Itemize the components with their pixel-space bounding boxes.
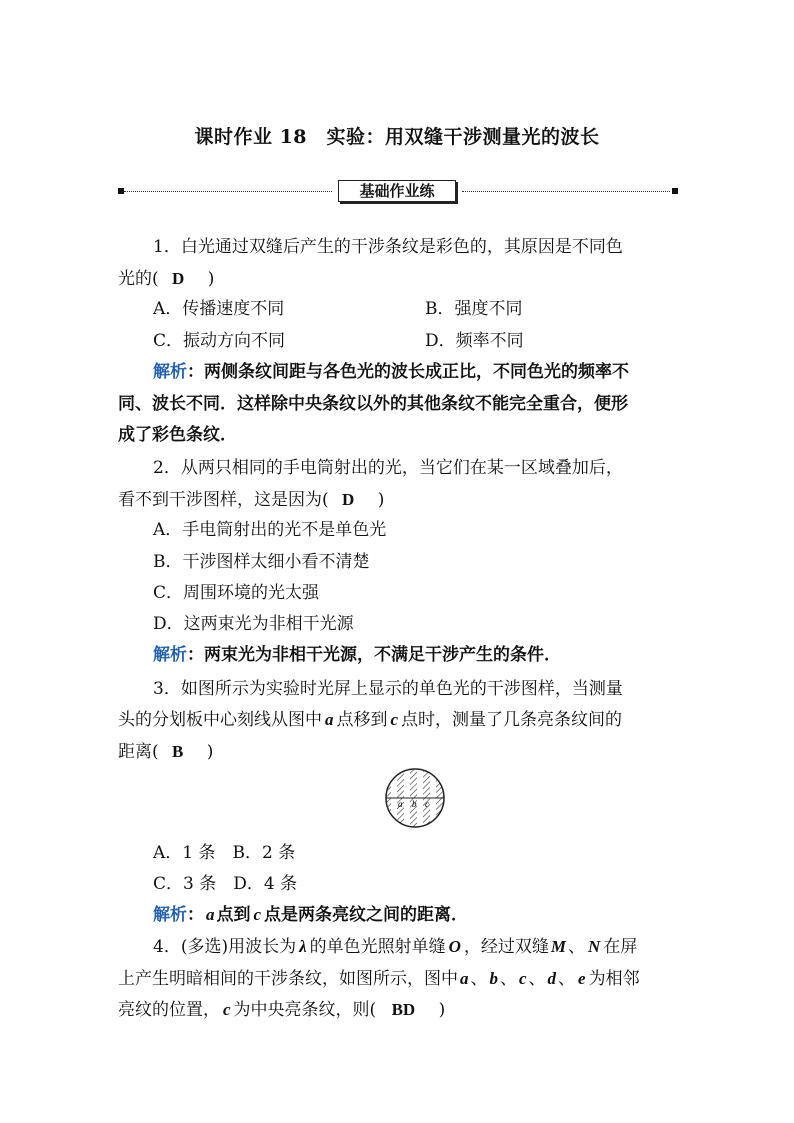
q4-stem-line-2 <box>118 964 640 989</box>
q1-stem-text: 光的( <box>118 269 159 289</box>
q3-point-a: a <box>325 710 334 729</box>
q2-option-c: C．周围环境的光太强 <box>153 583 320 603</box>
q4-sep-3: 、 <box>528 969 546 989</box>
fig-label-c: c <box>425 799 429 809</box>
q4-stem-text-3a: 亮纹的位置， <box>118 1000 220 1020</box>
q3-stem-text-3: 距离( <box>118 742 159 762</box>
q3-stem-text-2b: 点移到 <box>336 710 388 730</box>
fig-label-b: b <box>412 799 417 809</box>
banner-square-right <box>672 188 678 194</box>
q3-answer: B <box>172 742 184 761</box>
q2-analysis-text-1: ：两束光为非相干光源，不满足干涉产生的条件． <box>187 645 561 665</box>
q2-stem-text: 看不到干涉图样，这是因为( <box>118 490 329 510</box>
q1-option-a: A．传播速度不同 <box>153 299 285 319</box>
q4-label-b: b <box>489 969 498 988</box>
q3-stem-text-2a: 头的分划板中心刻线从图中 <box>118 710 322 730</box>
q4-stem-text-1c: ，经过双缝 <box>463 937 549 957</box>
q4-label-e: e <box>578 969 586 988</box>
interference-pattern-figure <box>383 766 447 830</box>
q4-sep-1: 、 <box>470 969 488 989</box>
q2-analysis-line-1 <box>153 640 561 665</box>
q2-stem-line-2 <box>118 485 384 510</box>
q1-analysis-line-1 <box>153 357 629 382</box>
q4-central-c: c <box>223 1000 231 1019</box>
q4-sep-2: 、 <box>500 969 517 989</box>
q4-stem-line-3 <box>118 995 445 1020</box>
fig-label-a: a <box>398 799 403 809</box>
q3-analysis-text-1a: ： <box>187 905 204 925</box>
q4-label-d: d <box>547 969 557 988</box>
q1-analysis-line-2: 同、波长不同．这样除中央条纹以外的其他条纹不能完全重合，便形 <box>118 394 628 414</box>
q2-analysis-label: 解析 <box>153 645 187 665</box>
q4-slit-M: M <box>550 937 567 956</box>
q4-stem-text-2a: 上产生明暗相间的干涉条纹，如图所示，图中 <box>118 969 458 989</box>
q3-analysis-point-c: c <box>253 905 262 924</box>
q3-options-ab: A．1 条 B．2 条 <box>153 843 296 863</box>
q1-option-c: C．振动方向不同 <box>153 331 286 351</box>
q3-options-cd: C．3 条 D．4 条 <box>153 874 298 894</box>
q4-slit-N: N <box>588 937 601 956</box>
q1-option-b: B．强度不同 <box>425 299 523 319</box>
q1-stem-line-2 <box>118 264 214 289</box>
q1-analysis-text-1: ：两侧条纹间距与各色光的波长成正比，不同色光的频率不 <box>187 362 629 382</box>
q4-stem-text-2b: 为相邻 <box>588 969 640 989</box>
q4-stem-text-1b: 的单色光照射单缝 <box>309 937 446 957</box>
q4-sep-4: 、 <box>558 969 576 989</box>
q2-close-paren: ) <box>377 490 385 510</box>
banner-dotted-line-right <box>462 191 670 192</box>
section-banner <box>118 180 678 204</box>
q4-label-c: c <box>519 969 527 988</box>
q4-stem-text-1d: 、 <box>568 937 586 957</box>
q1-answer: D <box>172 269 185 288</box>
page-title: 课时作业 18 实验：用双缝干涉测量光的波长 <box>194 126 600 148</box>
q3-analysis-text-1b: 点到 <box>216 905 251 925</box>
q1-option-d: D．频率不同 <box>425 331 524 351</box>
q2-option-a: A．手电筒射出的光不是单色光 <box>153 520 387 540</box>
q4-stem-text-1e: 在屏 <box>603 937 638 957</box>
q2-answer: D <box>342 490 355 509</box>
q4-answer: BD <box>391 1000 416 1019</box>
q4-slit-O: O <box>448 937 461 956</box>
q1-analysis-line-3: 成了彩色条纹． <box>118 425 237 445</box>
q4-close-paren: ) <box>438 1000 446 1020</box>
q3-stem-text-2c: 点时，测量了几条亮条纹间的 <box>401 710 623 730</box>
q3-analysis-text-1c: 点是两条亮纹之间的距离． <box>264 905 469 925</box>
q4-stem-text-3b: 为中央亮条纹，则( <box>233 1000 377 1020</box>
q2-option-b: B．干涉图样太细小看不清楚 <box>153 552 370 572</box>
q3-analysis-label: 解析 <box>153 905 187 925</box>
section-title-box: 基础作业练 <box>338 180 456 202</box>
interference-fringes-svg <box>383 766 447 830</box>
q3-stem-line-1: 3．如图所示为实验时光屏上显示的单色光的干涉图样，当测量 <box>153 679 623 699</box>
q3-point-c: c <box>390 710 399 729</box>
q3-analysis-point-a: a <box>206 905 215 924</box>
q3-stem-line-2 <box>118 705 622 730</box>
q4-stem-text-1a: 4．(多选)用波长为 <box>153 937 297 957</box>
q4-stem-line-1 <box>153 932 637 957</box>
q1-stem-line-1: 1．白光通过双缝后产生的干涉条纹是彩色的，其原因是不同色 <box>153 237 623 257</box>
q3-analysis-line-1 <box>153 900 468 925</box>
q4-label-a: a <box>460 969 469 988</box>
q2-stem-line-1: 2．从两只相同的手电筒射出的光，当它们在某一区域叠加后， <box>153 458 623 478</box>
banner-dotted-line-left <box>124 191 332 192</box>
q2-option-d: D．这两束光为非相干光源 <box>153 614 354 634</box>
q1-close-paren: ) <box>207 269 215 289</box>
q4-lambda: λ <box>299 937 307 956</box>
q1-analysis-label: 解析 <box>153 362 187 382</box>
q3-stem-line-3 <box>118 737 213 762</box>
q3-close-paren: ) <box>206 742 214 762</box>
